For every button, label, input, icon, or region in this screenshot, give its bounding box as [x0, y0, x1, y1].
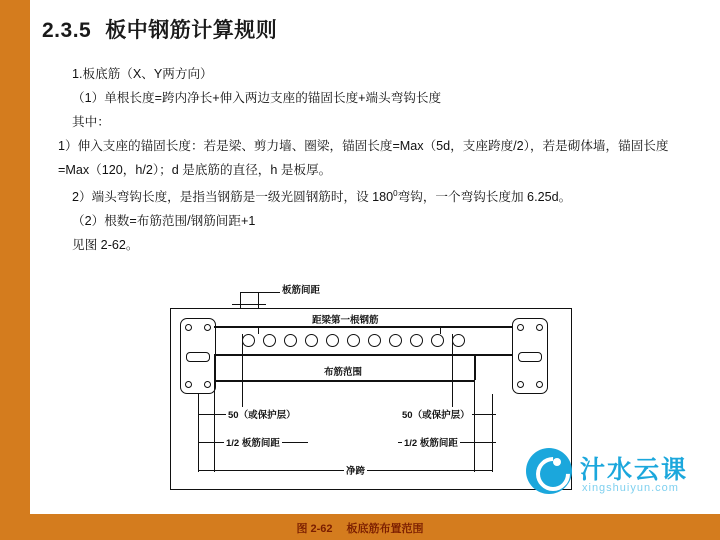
column-rebar-dot	[204, 381, 211, 388]
figure-caption	[0, 520, 720, 536]
text-line-5-a: 2）端头弯钩长度，是指当钢筋是一级光圆钢筋时，设 180	[72, 190, 394, 205]
logo-name-cn: 汁水云课	[580, 456, 689, 484]
text-line-1: 1.板底筋（X、Y两方向）	[72, 67, 213, 81]
text-line-3: 其中：	[72, 115, 110, 129]
rebar-dot	[368, 334, 381, 347]
body-text	[58, 62, 698, 257]
degree-superscript: 0	[393, 189, 398, 198]
ext-line-left-outer	[198, 394, 199, 472]
rebar-dot	[389, 334, 402, 347]
text-line-5	[58, 182, 698, 209]
support-column-left	[180, 318, 216, 394]
text-line-6: （2）根数=布筋范围/钢筋间距+1	[72, 214, 256, 229]
rebar-dot	[410, 334, 423, 347]
column-rebar-dot	[185, 324, 192, 331]
rebar-dot	[263, 334, 276, 347]
leader-first-rebar-drop-right	[440, 326, 441, 334]
rebar-dot	[431, 334, 444, 347]
label-half-spacing-right: 1/2 板筋间距	[402, 435, 460, 449]
left-accent-bar	[0, 0, 30, 540]
layout-range-left-edge	[214, 354, 216, 380]
column-rebar-dot	[185, 381, 192, 388]
leader-first-rebar-right	[376, 326, 440, 327]
column-rebar-dot	[536, 381, 543, 388]
rebar-dot	[305, 334, 318, 347]
ext-line-left-inner	[214, 380, 215, 472]
text-line-4: 1）伸入支座的锚固长度：若是梁、剪力墙、圈梁，锚固长度=Max（5d，支座跨度/2），若是砌体墙，锚固长度=Max（120，h/2）；d 是底筋的直径，h 是板厚。	[58, 139, 669, 177]
figure-2-62	[162, 282, 582, 512]
rebar-dot	[284, 334, 297, 347]
figure-caption-text: 板底筋布置范围	[346, 523, 424, 535]
label-cover-left: 50（或保护层）	[226, 407, 298, 421]
rebar-dot	[326, 334, 339, 347]
leader-first-rebar-left	[258, 326, 318, 327]
logo-circle-icon	[526, 448, 572, 494]
leader-first-rebar-drop-left	[258, 326, 259, 334]
leader-top-spacing	[240, 292, 280, 293]
column-rebar-dot	[536, 324, 543, 331]
column-stirrup	[186, 352, 210, 362]
label-first-rebar: 距梁第一根钢筋	[310, 312, 381, 326]
logo-dot-icon	[553, 458, 561, 466]
layout-range-top-line	[214, 380, 474, 382]
layout-range-right-edge	[474, 354, 476, 380]
page-title	[42, 14, 277, 44]
text-line-5-b: 弯钩，一个弯钩长度加 6.25d。	[397, 190, 572, 205]
text-line-7: 见图 2-62。	[72, 238, 139, 253]
column-rebar-dot	[517, 381, 524, 388]
column-stirrup	[518, 352, 542, 362]
rebar-dot	[347, 334, 360, 347]
label-top-spacing: 板筋间距	[280, 282, 322, 296]
support-column-right	[512, 318, 548, 394]
rebar-dot	[242, 334, 255, 347]
watermark-logo	[526, 446, 706, 506]
rebar-dot	[452, 334, 465, 347]
page-title-text: 板中钢筋计算规则	[105, 19, 278, 42]
label-cover-right: 50（或保护层）	[400, 407, 472, 421]
label-layout-range: 布筋范围	[322, 364, 364, 378]
figure-caption-number: 图 2-62	[296, 523, 333, 535]
logo-arc-icon	[529, 450, 577, 498]
page-title-number: 2.3.5	[42, 19, 92, 42]
label-clear-span: 净跨	[344, 463, 367, 477]
text-line-2: （1）单根长度=跨内净长+伸入两边支座的锚固长度+端头弯钩长度	[72, 91, 442, 105]
column-rebar-dot	[204, 324, 211, 331]
dim-line-top	[232, 304, 266, 305]
label-half-spacing-left: 1/2 板筋间距	[224, 435, 282, 449]
slab-bottom-line	[214, 354, 512, 356]
logo-name-en: xingshuiyun.com	[582, 482, 679, 494]
ext-line-right-inner	[474, 380, 475, 472]
column-rebar-dot	[517, 324, 524, 331]
ext-line-right-outer	[492, 394, 493, 472]
